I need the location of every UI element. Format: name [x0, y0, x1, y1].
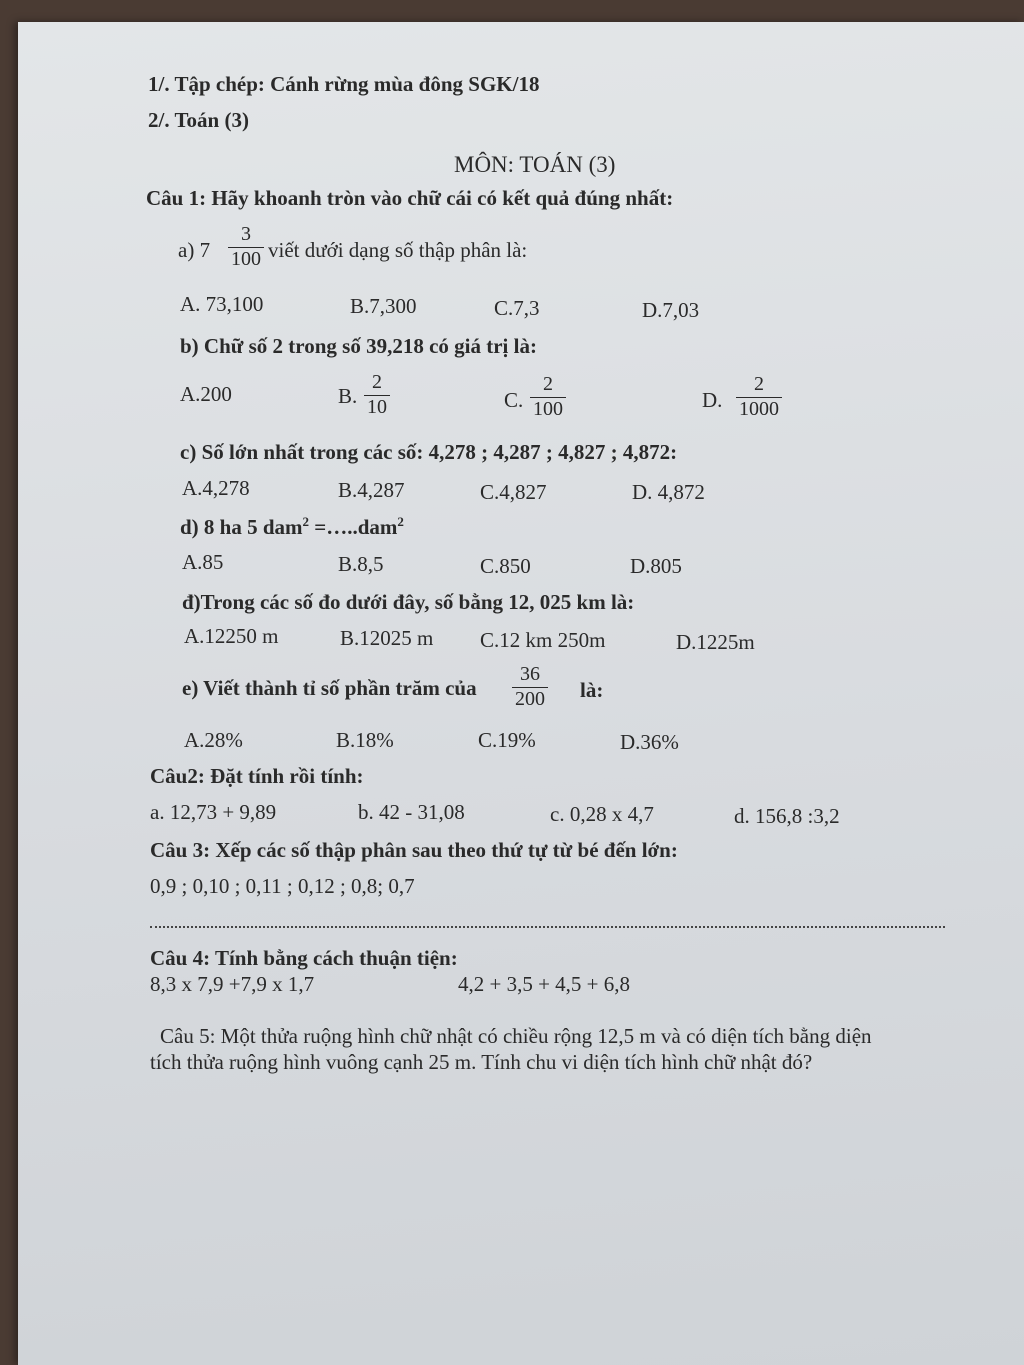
q2-item-a: a. 12,73 + 9,89	[150, 800, 277, 824]
q1a-option-c: C.7,3	[494, 296, 540, 320]
q1d-option-a: A.85	[182, 550, 224, 574]
q2-item-b: b. 42 - 31,08	[358, 800, 465, 824]
q1dd-option-a: A.12250 m	[184, 624, 279, 648]
q1a-option-a: A. 73,100	[180, 292, 264, 316]
answer-dotted-line	[150, 926, 945, 928]
q1e-text: e) Viết thành tỉ số phần trăm của	[182, 676, 477, 700]
q1a-numerator: 3	[241, 223, 251, 245]
q1a-fraction	[228, 224, 264, 270]
q1a-text: viết dưới dạng số thập phân là:	[268, 238, 528, 262]
q4-expression-1: 8,3 x 7,9 +7,9 x 1,7	[150, 972, 315, 996]
q3-numbers: 0,9 ; 0,10 ; 0,11 ; 0,12 ; 0,8; 0,7	[150, 874, 415, 898]
q2-title: Câu2: Đặt tính rồi tính:	[150, 764, 364, 788]
q1e-option-b: B.18%	[336, 728, 394, 752]
q1c-text: c) Số lớn nhất trong các số: 4,278 ; 4,287 ; 4,827 ; 4,872:	[180, 440, 678, 464]
header-line-1: 1/. Tập chép: Cánh rừng mùa đông SGK/18	[148, 72, 540, 96]
q1d-text-part-2: =…..dam	[309, 515, 398, 539]
q1c-option-b: B.4,287	[338, 478, 405, 502]
q1dd-option-c: C.12 km 250m	[480, 628, 606, 652]
q1dd-text: đ)Trong các số đo dưới đây, số bằng 12, 025 km là:	[182, 590, 635, 614]
q1b-option-c-denominator: 100	[530, 397, 566, 420]
q1b-option-b-denominator: 10	[364, 395, 390, 418]
q1b-option-d-label: D.	[702, 388, 723, 412]
q1e-numerator: 36	[520, 663, 540, 685]
q1b-option-d-numerator: 2	[754, 373, 764, 395]
q1b-option-b-numerator: 2	[372, 371, 382, 393]
q1e-denominator: 200	[512, 687, 548, 710]
q3-title: Câu 3: Xếp các số thập phân sau theo thứ tự từ bé đến lớn:	[150, 838, 678, 862]
q2-item-d: d. 156,8 :3,2	[734, 804, 840, 828]
q1b-option-c-label: C.	[504, 388, 524, 412]
q1e-option-d: D.36%	[620, 730, 679, 754]
q1d-text-part-1: d) 8 ha 5 dam	[180, 515, 303, 539]
q1d-text	[180, 514, 404, 540]
q1b-option-b-label: B.	[338, 384, 358, 408]
q1a-label: a) 7	[178, 238, 211, 262]
q1b-option-a: A.200	[180, 382, 232, 406]
q1c-option-d: D. 4,872	[632, 480, 705, 504]
q1a-denominator: 100	[228, 247, 264, 270]
q1b-option-b-fraction	[364, 372, 390, 418]
q1dd-option-d: D.1225m	[676, 630, 755, 654]
q1b-option-d-denominator: 1000	[736, 397, 782, 420]
q1b-text: b) Chữ số 2 trong số 39,218 có giá trị là:	[180, 334, 537, 358]
q1a-option-b: B.7,300	[350, 294, 417, 318]
q1d-superscript-1: 2	[302, 514, 310, 529]
q2-item-c: c. 0,28 x 4,7	[550, 802, 654, 826]
q1d-option-c: C.850	[480, 554, 531, 578]
q1d-superscript-2: 2	[397, 514, 404, 529]
subject-title: MÔN: TOÁN (3)	[454, 152, 616, 177]
q1c-option-c: C.4,827	[480, 480, 547, 504]
q1e-option-c: C.19%	[478, 728, 536, 752]
q1dd-option-b: B.12025 m	[340, 626, 434, 650]
q1d-option-b: B.8,5	[338, 552, 384, 576]
q1e-tail: là:	[580, 678, 604, 702]
q1d-option-d: D.805	[630, 554, 682, 578]
q5-line-2: tích thửa ruộng hình vuông cạnh 25 m. Tính chu vi diện tích hình chữ nhật đó?	[150, 1050, 813, 1074]
q1-title: Câu 1: Hãy khoanh tròn vào chữ cái có kết quả đúng nhất:	[146, 186, 674, 210]
q4-expression-2: 4,2 + 3,5 + 4,5 + 6,8	[458, 972, 631, 996]
q1e-option-a: A.28%	[184, 728, 243, 752]
q1b-option-d-fraction	[736, 374, 782, 420]
q5-line-1: Câu 5: Một thửa ruộng hình chữ nhật có chiều rộng 12,5 m và có diện tích bằng diện	[160, 1024, 872, 1048]
q4-title: Câu 4: Tính bằng cách thuận tiện:	[150, 946, 458, 970]
q1e-fraction	[512, 664, 548, 710]
q1b-option-c-fraction	[530, 374, 566, 420]
q1c-option-a: A.4,278	[182, 476, 250, 500]
q1b-option-c-numerator: 2	[543, 373, 553, 395]
header-line-2: 2/. Toán (3)	[148, 108, 249, 132]
q1a-option-d: D.7,03	[642, 298, 700, 322]
